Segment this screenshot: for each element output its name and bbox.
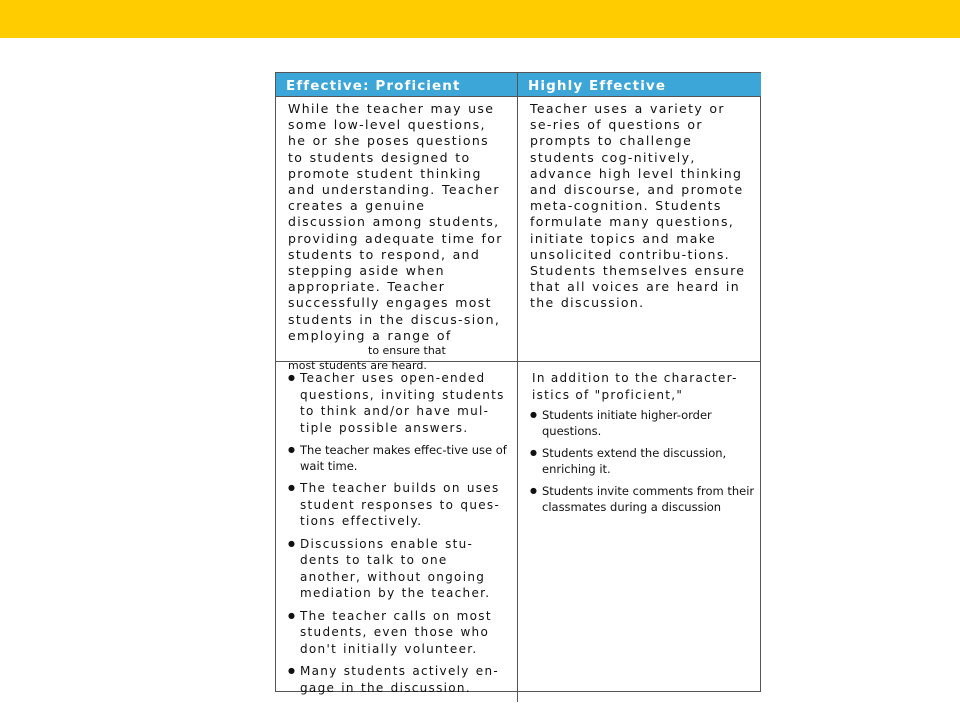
bullet-icon: ● xyxy=(288,373,297,382)
list-item-text: Many students actively en-gage in the discussion. xyxy=(300,664,500,695)
list-item xyxy=(528,407,755,439)
bullet-icon: ● xyxy=(530,448,537,457)
bullet-icon: ● xyxy=(288,666,297,675)
proficient-indicators-list xyxy=(286,370,511,696)
header-highly-effective: Highly Effective xyxy=(518,73,761,97)
bullet-icon: ● xyxy=(530,486,537,495)
bullet-icon: ● xyxy=(288,483,297,492)
bullet-icon: ● xyxy=(530,410,537,419)
highly-effective-indicators-list xyxy=(528,407,755,515)
bullet-icon: ● xyxy=(288,445,295,454)
list-item-text: Students invite comments from their classmates during a discussion xyxy=(542,484,755,514)
list-item-text: The teacher builds on uses student responses to ques-tions effectively. xyxy=(300,481,501,528)
list-item xyxy=(528,445,755,477)
proficient-description-tail-2: most students are heard. xyxy=(288,358,427,372)
proficient-description-text: While the teacher may use some low-level questions, he or she poses questions to students designed to promote student thinking and understanding. Teacher creates a genuine discussion among students, providing adequate time for students to respond, and stepping aside when appropriate. Teacher successfully engages most students in the discus-sion, employing a range of xyxy=(288,101,503,343)
list-item xyxy=(286,480,511,530)
list-item xyxy=(286,608,511,658)
rubric-table xyxy=(275,72,761,695)
list-item xyxy=(528,483,755,515)
highly-effective-indicators-cell xyxy=(518,362,761,702)
list-item xyxy=(286,536,511,602)
list-item-text: Students extend the discussion, enriching it. xyxy=(542,446,727,476)
top-accent-bar xyxy=(0,0,960,38)
proficient-description-cell xyxy=(276,97,518,372)
header-proficient: Effective: Proficient xyxy=(276,73,518,97)
list-item-text: The teacher calls on most students, even those who don't initially volunteer. xyxy=(300,608,492,656)
list-item-text: The teacher makes effec-tive use of wait time. xyxy=(300,443,507,473)
bullet-icon: ● xyxy=(288,538,297,548)
proficient-description-tail-1: to ensure that xyxy=(368,344,446,358)
list-item xyxy=(286,663,511,696)
list-item xyxy=(286,370,511,436)
highly-effective-description-text: Teacher uses a variety or se-ries of questions or prompts to challenge students cog-nitively, advance high level thinking and discourse, and promote meta-cognition. Students formulate many questions, initiate topics and make unsolicited contribu-tions. Students themselves ensure that all voices are heard in the discussion. xyxy=(530,101,746,311)
list-item-text: Teacher uses open-ended questions, inviting students to think and/or have mul-tiple possible answers. xyxy=(300,371,505,435)
bullet-icon: ● xyxy=(288,610,297,620)
list-item xyxy=(286,442,511,474)
list-item-text: Students initiate higher-order questions. xyxy=(542,408,712,438)
highly-effective-intro: In addition to the character-istics of "proficient," xyxy=(532,371,738,402)
highly-effective-description-cell xyxy=(518,97,761,362)
proficient-indicators-cell xyxy=(276,362,518,702)
list-item-text: Discussions enable stu-dents to talk to one another, without ongoing mediation by the teacher. xyxy=(300,536,491,600)
